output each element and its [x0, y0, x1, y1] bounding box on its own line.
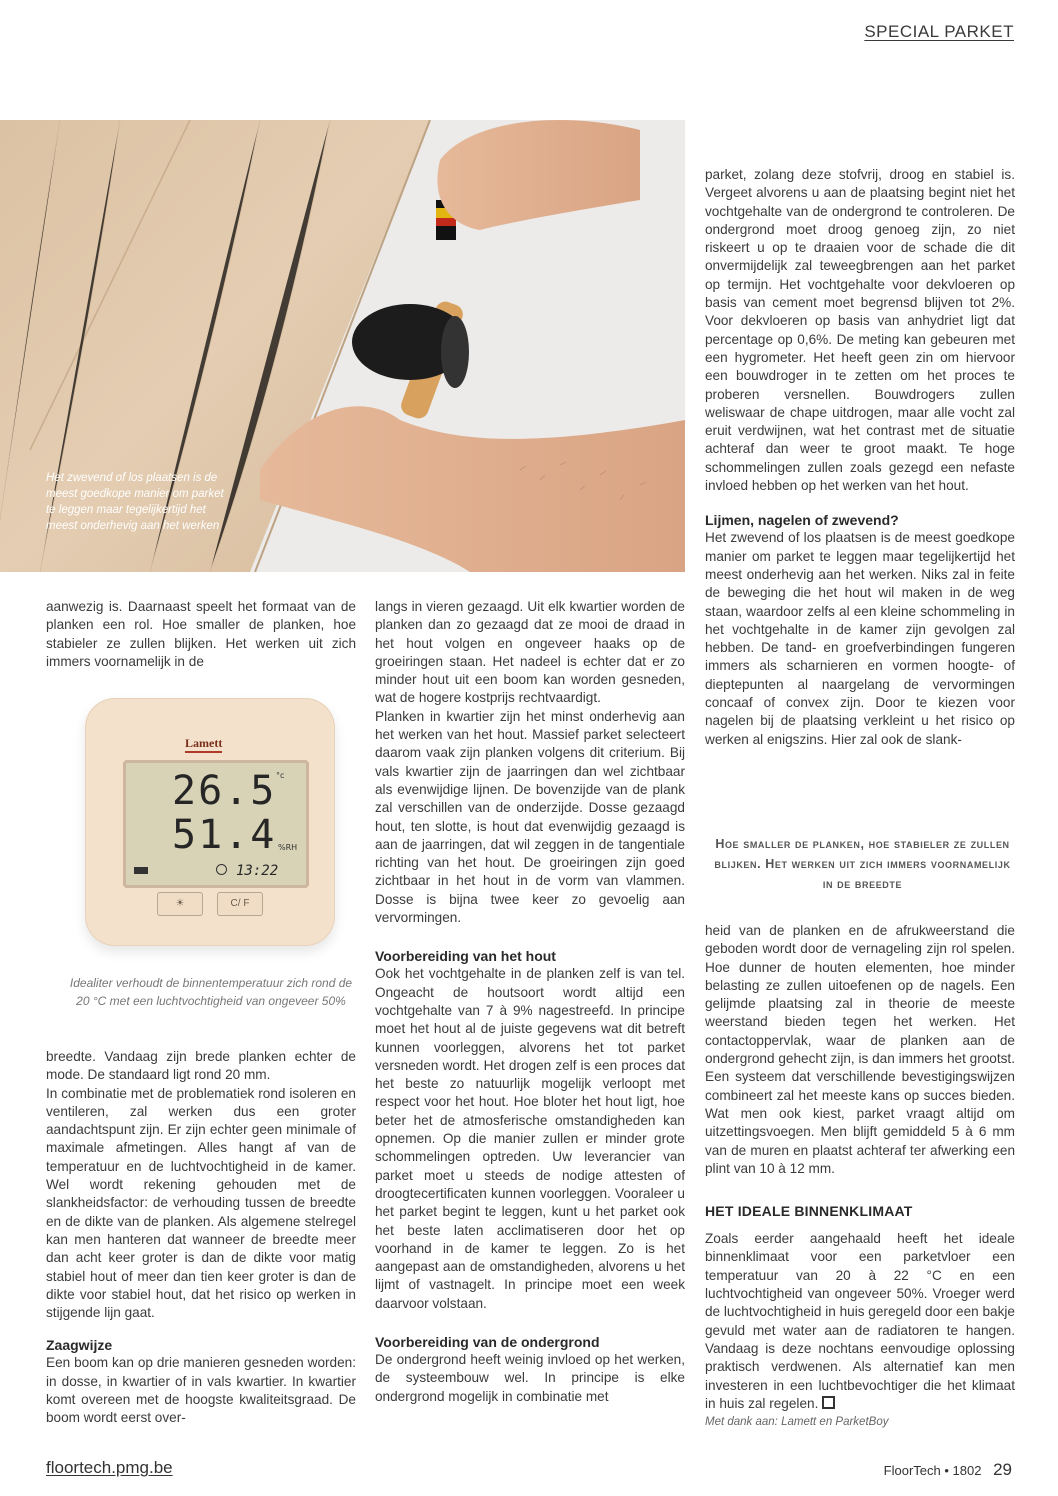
column-3-top — [705, 166, 1015, 749]
paragraph: Het zwevend of los plaatsen is de meest goedkope manier om parket te leggen maar tegelijkertijd het meest onderhevig aan het werken. Niks zal in feite de beweging die het hout wil maken in de weg staan, waardoor zelfs al een kleine schommeling in het vochtgehalte in de kamer zijn gevolgen zal hebben. De tand- en groefverbindingen fungeren immers als scharnieren en vormen hoogte- of dieptepunten al naargelang de vervormingen concaaf of convex zijn. Door te kiezen voor nagelen bij de plaatsing verkleint u het risico op werken al enigszins. Hier zal ook de slank- — [705, 530, 1015, 747]
temperature-unit: °c — [276, 771, 285, 780]
paragraph: heid van de planken en de afrukweerstand die geboden wordt door de vernageling zijn rol spelen. Hoe dunner de houten elementen, hoe minder belasting ze zullen uitoefenen op de nagels. Een gelijmde plaatsing zal in theorie de meeste weerstand bieden tegen het werken. Het contactoppervlak, waar de planken aan de ondergrond gehecht zijn, is dan immers het grootst. Een systeem dat verschillende bevestigingswijzen combineert zal het meeste kans op succes bieden. Wat men ook kiest, parket vraagt altijd om uitzettingsvoegen. Men blijft gemiddeld 5 à 6 mm van de muren en plaatst achteraf ter afwerking een plint van 10 à 12 mm. — [705, 923, 1015, 1176]
paragraph: langs in vieren gezaagd. Uit elk kwartier worden de planken dan zo gezaagd dat ze mooi de draad in het hout volgen en ongeveer haaks op de groeiringen staan. Het nadeel is echter dat er zo minder hout uit een boom kan worden gesneden, wat de hogere kostprijs rechtvaardigt. — [375, 599, 685, 706]
paragraph-text: Zoals eerder aangehaald heeft het ideale binnenklimaat voor een parketvloer een temperatuur van 20 à 22 °C en een luchtvochtigheid van ongeveer 50%. Vroeger werd de luchtvochtigheid in huis geregeld door een bakje gevuld met water aan de radiatoren te hangen. Vandaag is deze nochtans eenvoudige oplossing praktisch verdwenen. Als alternatief kan men investeren in een luchtbevochtiger die het klimaat in huis zal regelen. — [705, 1231, 1015, 1411]
battery-icon — [134, 867, 148, 874]
lcd-display — [123, 760, 309, 888]
paragraph — [705, 1230, 1015, 1413]
thermometer-caption: Idealiter verhoudt de binnentemperatuur zich rond de 20 °C met een luchtvochtigheid van ongeveer 50% — [69, 976, 353, 1008]
page-number: 29 — [993, 1460, 1012, 1479]
paragraph: breedte. Vandaag zijn brede planken echter de mode. De standaard ligt rond 20 mm. — [46, 1049, 356, 1083]
humidity-reading: 51.4 — [172, 812, 277, 858]
clock-icon — [216, 864, 227, 875]
paragraph: aanwezig is. Daarnaast speelt het formaat van de planken een rol. Hoe smaller de planken, hoe stabieler ze zullen blijken. Het werken uit zich immers voornamelijk in de — [46, 599, 356, 669]
humidity-unit: %RH — [278, 843, 298, 852]
end-mark-icon — [822, 1396, 835, 1409]
subheading-lijmen: Lijmen, nagelen of zwevend? — [705, 512, 899, 529]
brand-logo: Lamett — [185, 736, 222, 753]
subheading-zaagwijze: Zaagwijze — [46, 1337, 113, 1354]
paragraph: Ook het vochtgehalte in de planken zelf is van tel. Ongeacht de houtsoort wordt altijd een vochtgehalte van 7 à 9% nagestreefd. In principe moet het hout al de juiste gegevens wat dit betreft kunnen voorleggen, alvorens het tot parket versneden wordt. Het drogen zelf is een proces dat het beste zo natuurlijk mogelijk verloopt met respect voor het hout. Hoe bloter het hout ligt, hoe beter het de atmosferische omstandigheden kan opnemen. Op die manier zullen er minder grote schommelingen optreden. Uw leverancier van parket moet u steeds de nodige attesten of droogtecertificaten kunnen voorleggen. Vooraleer u het parket begint te leggen, kunt u het parket ook het beste laten acclimatiseren door het op voorhand in de kamer te leggen. Zo is het aangepast aan de omstandigheden, alvorens u het lijmt of vastnagelt. In principe moet een week daarvoor volstaan. — [375, 966, 685, 1311]
page-footer — [884, 1460, 1012, 1480]
unit-toggle-button: C/ F — [217, 892, 263, 916]
paragraph: Planken in kwartier zijn het minst onderhevig aan het werken van het hout. Massief parket selecteert daarom vaak zijn planken volgens dit criterium. Bij vals kwartier zijn de jaarringen dan wel zichtbaar als evenwijdige lijnen. De bovenzijde van de plank zal verschillen van de onderzijde. Dosse gezaagd hout, ten slotte, is hout dat evenwijdig gezaagd is aan de jaarringen, dat wil zeggen in de tangentiale richting van het hout. De groeiringen zijn goed zichtbaar in het hout in de vorm van vlammen. Dosse is bijna twee keer zo gevoelig aan vervormingen. — [375, 708, 685, 926]
light-button: ☀ — [157, 892, 203, 916]
photo-caption: Het zwevend of los plaatsen is de meest goedkope manier om parket te leggen maar tegelijkertijd het meest onderhevig aan het werken — [46, 472, 224, 532]
subheading-voorbereiding-hout: Voorbereiding van het hout — [375, 948, 556, 965]
subheading-voorbereiding-ondergrond: Voorbereiding van de ondergrond — [375, 1333, 600, 1350]
paragraph: In combinatie met de problematiek rond isoleren en ventileren, zal werken dus een groter aandachtspunt zijn. Er zijn echter geen minimale of maximale afmetingen. Alles hangt af van de temperatuur en de luchtvochtigheid in de kamer. Wel wordt rekening gehouden met de slankheidsfactor: de verhouding tussen de breedte en de dikte van de planken. Als algemene stelregel kan men hanteren dat wanneer de breedte meer dan acht keer groter is dan de dikte voor matig stabiel hout of meer dan tien keer groter is dan de dikte voor stabiel hout, dat het risico op werken in stijgende lijn gaat. — [46, 1085, 356, 1321]
temperature-reading: 26.5 — [172, 768, 277, 814]
column-2 — [375, 598, 685, 1406]
thermo-hygrometer — [85, 698, 335, 946]
column-1-bottom — [46, 1048, 356, 1428]
website-link[interactable]: floortech.pmg.be — [46, 1458, 173, 1477]
magazine-issue: FloorTech • 1802 — [883, 1463, 982, 1478]
paragraph: parket, zolang deze stofvrij, droog en stabiel is. Vergeet alvorens u aan de plaatsing begint niet het vochtgehalte van de ondergrond te controleren. De ondergrond moet droog genoeg zijn, zo niet riskeert u op te draaien voor de schade die dit onvermijdelijk zal teweegbrengen aan het parket op termijn. Het vochtgehalte voor dekvloeren op basis van cement moet begrensd blijven tot 2%. Voor dekvloeren op basis van anhydriet ligt dat percentage op 0,6%. De meting kan gebeuren met een hygrometer. Het heeft geen zin om hiervoor een bouwdroger in te zetten om het proces te proberen versnellen. Bouwdrogers zullen weliswaar de chape uitdrogen, maar alle vocht zal eruit verdwijnen, wat het contrast met de situatie achteraf dan weer te groot maakt. Te hoge schommelingen zullen zoals gezegd een nefaste invloed hebben op het werken van het hout. — [705, 167, 1015, 494]
credit-line: Met dank aan: Lamett en ParketBoy — [705, 1416, 889, 1429]
time-reading: 13:22 — [236, 863, 279, 879]
pull-quote: Hoe smaller de planken, hoe stabieler ze zullen blijken. Het werken uit zich immers voornamelijk in de breedte — [714, 837, 1011, 891]
section-header: SPECIAL PARKET — [864, 22, 1014, 41]
paragraph: De ondergrond heeft weinig invloed op het werken, de systeembouw wel. In principe is elke ondergrond mogelijk in combinatie met — [375, 1351, 685, 1404]
section-heading-binnenklimaat: HET IDEALE BINNENKLIMAAT — [705, 1203, 913, 1220]
paragraph: Een boom kan op drie manieren gesneden worden: in dosse, in kwartier of in vals kwartier. In kwartier komt overeen met de hoogste kwaliteitsgraad. De boom wordt eerst over- — [46, 1355, 356, 1426]
column-3-bottom — [705, 922, 1015, 1431]
column-1-top — [46, 598, 356, 671]
